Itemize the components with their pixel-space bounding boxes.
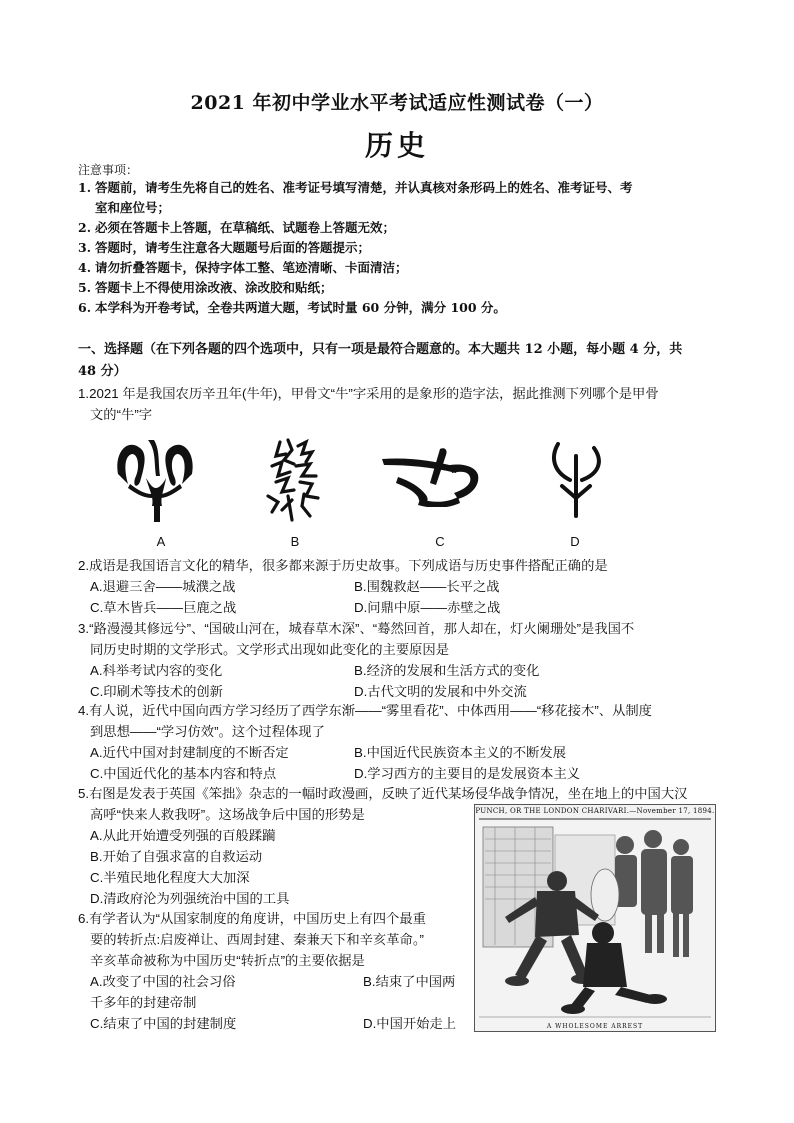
q3-stem-line1: 3.“路漫漫其修远兮”、“国破山河在，城春草木深”、“蓦然回首，那人却在，灯火阑珊处”是我国不 — [78, 621, 635, 636]
q6-option-b-continued: 千多年的封建帝制 — [90, 995, 197, 1010]
q3-option-a[interactable]: A.科举考试内容的变化 — [90, 663, 223, 678]
q5-option-d[interactable]: D.清政府沦为列强统治中国的工具 — [90, 891, 290, 906]
q5-stem-line2: 高呼“快来人救我呀”。这场战争后中国的形势是 — [90, 807, 365, 822]
q6-stem-line3: 辛亥革命被称为中国历史“转折点”的主要依据是 — [90, 953, 365, 968]
section-heading: 一、选择题（在下列各题的四个选项中，只有一项是最符合题意的。本大题共 12 小题，每小题 4 分，共 48 分） — [78, 342, 683, 379]
q3-option-c[interactable]: C.印刷术等技术的创新 — [90, 684, 223, 699]
note-item: 3. 答题时，请考生注意各大题题号后面的答题提示； — [78, 240, 371, 255]
q6-option-d[interactable]: D.中国开始走上 — [363, 1016, 457, 1031]
q4-option-d[interactable]: D.学习西方的主要目的是发展资本主义 — [354, 766, 581, 781]
q2-option-b[interactable]: B.围魏救赵——长平之战 — [354, 579, 500, 594]
cartoon-drawing — [475, 805, 715, 1031]
q4-option-a[interactable]: A.近代中国对封建制度的不断否定 — [90, 745, 289, 760]
q2-option-a[interactable]: A.退避三舍——城濮之战 — [90, 579, 236, 594]
q3-option-b[interactable]: B.经济的发展和生活方式的变化 — [354, 663, 540, 678]
note-item: 2. 必须在答题卡上答题，在草稿纸、试题卷上答题无效； — [78, 220, 396, 235]
oracle-glyph-c — [380, 445, 484, 507]
q5-option-a[interactable]: A.从此开始遭受列强的百般蹂躏 — [90, 828, 276, 843]
subject-title: 历史 — [364, 129, 429, 162]
q2-stem: 2.成语是我国语言文化的精华，很多都来源于历史故事。下列成语与历史事件搭配正确的是 — [78, 558, 608, 573]
q6-stem-line2: 要的转折点:启废禅让、西周封建、秦兼天下和辛亥革命。” — [90, 932, 424, 947]
oracle-glyph-b — [262, 436, 328, 522]
q3-option-d[interactable]: D.古代文明的发展和中外交流 — [354, 684, 527, 699]
q5-option-b[interactable]: B.开始了自强求富的自救运动 — [90, 849, 263, 864]
q6-option-a[interactable]: A.改变了中国的社会习俗 — [90, 974, 236, 989]
q4-option-c[interactable]: C.中国近代化的基本内容和特点 — [90, 766, 277, 781]
notes-heading: 注意事项： — [78, 163, 139, 177]
q2-option-c[interactable]: C.草木皆兵——巨鹿之战 — [90, 600, 237, 615]
punch-cartoon — [474, 804, 716, 1032]
exam-title: 2021 年初中学业水平考试适应性测试卷（一） — [190, 92, 604, 114]
q6-option-c[interactable]: C.结束了中国的封建制度 — [90, 1016, 237, 1031]
glyph-label-c: C — [435, 534, 445, 549]
cartoon-bottom-caption: A WHOLESOME ARREST — [546, 1023, 644, 1030]
q4-stem-line1: 4.有人说，近代中国向西方学习经历了西学东渐——“雾里看花”、中体西用——“移花接木”、从制度 — [78, 703, 652, 718]
q4-stem-line2: 到思想——“学习仿效”。这个过程体现了 — [90, 724, 325, 739]
q2-option-d[interactable]: D.问鼎中原——赤壁之战 — [354, 600, 501, 615]
q5-stem-line1: 5.右图是发表于英国《笨拙》杂志的一幅时政漫画，反映了近代某场侵华战争情况，坐在地上的中国大汉 — [78, 786, 688, 801]
cartoon-caption: PUNCH, OR THE LONDON CHARIVARI.—November 17, 1894. — [475, 807, 715, 815]
q6-option-b[interactable]: B.结束了中国两 — [363, 974, 456, 989]
note-item: 1. 答题前，请考生先将自己的姓名、准考证号填写清楚，并认真核对条形码上的姓名、准考证号、考 — [78, 180, 633, 195]
oracle-glyph-d — [548, 440, 604, 520]
oracle-glyph-a — [110, 432, 200, 524]
q1-stem-line2: 文的“牛”字 — [90, 407, 153, 422]
q5-option-c[interactable]: C.半殖民地化程度大大加深 — [90, 870, 250, 885]
q1-stem-line1: 1.2021 年是我国农历辛丑年(牛年)，甲骨文“牛”字采用的是象形的造字法，据此推测下列哪个是甲骨 — [78, 386, 659, 401]
glyph-label-a: A — [156, 534, 166, 549]
glyph-label-b: B — [290, 534, 300, 549]
note-item: 5. 答题卡上不得使用涂改液、涂改胶和贴纸； — [78, 280, 333, 295]
note-item-continuation: 室和座位号； — [95, 200, 171, 215]
note-item: 6. 本学科为开卷考试，全卷共两道大题，考试时量 60 分钟，满分 100 分。 — [78, 300, 506, 315]
q3-stem-line2: 同历史时期的文学形式。文学形式出现如此变化的主要原因是 — [90, 642, 450, 657]
q4-option-b[interactable]: B.中国近代民族资本主义的不断发展 — [354, 745, 567, 760]
q6-stem-line1: 6.有学者认为“从国家制度的角度讲，中国历史上有四个最重 — [78, 911, 426, 926]
note-item: 4. 请勿折叠答题卡，保持字体工整、笔迹清晰、卡面清洁； — [78, 260, 408, 275]
glyph-label-d: D — [570, 534, 580, 549]
